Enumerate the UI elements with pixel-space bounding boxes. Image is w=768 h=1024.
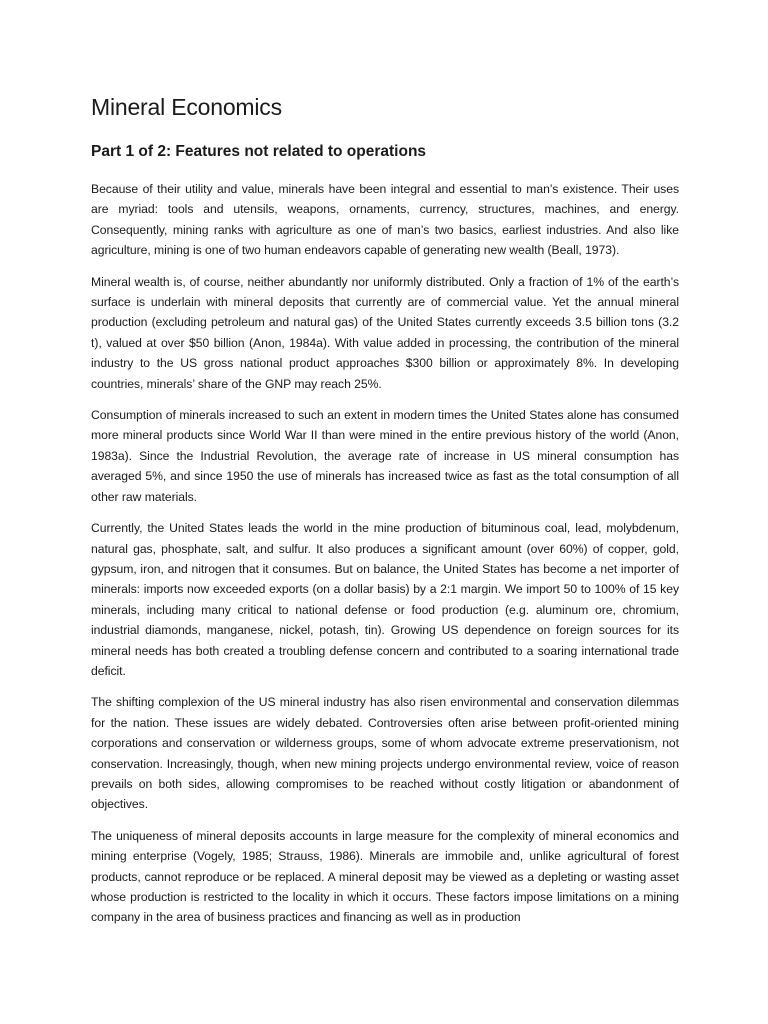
page-title: Mineral Economics — [91, 94, 282, 120]
paragraph-2: Mineral wealth is, of course, neither abundantly nor uniformly distributed. Only a fraction of 1% of the earth’s surface is underlain with mineral deposits that currently are of commercial value. Yet the annual mineral production (excluding petroleum and natural gas) of the United States currently exceeds 3.5 billion tons (3.2 t), valued at over $50 billion (Anon, 1984a). With value added in processing, the contribution of the mineral industry to the US gross national product approaches $300 billion or approximately 8%. In developing countries, minerals’ share of the GNP may reach 25%. — [91, 274, 679, 391]
section-subtitle: Part 1 of 2: Features not related to operations — [91, 143, 427, 160]
paragraph-1: Because of their utility and value, minerals have been integral and essential to man’s existence. Their uses are myriad: tools and utensils, weapons, ornaments, currency, structures, machines, and energy. Consequently, mining ranks with agriculture as one of man’s two basics, earliest industries. And also like agriculture, mining is one of two human endeavors capable of generating new wealth (Beall, 1973). — [91, 182, 679, 258]
paragraph-6: The uniqueness of mineral deposits accounts in large measure for the complexity of mineral economics and mining enterprise (Vogely, 1985; Strauss, 1986). Minerals are immobile and, unlike agricultural of forest products, cannot reproduce or be replaced. A mineral deposit may be viewed as a depleting or wasting asset whose production is restricted to the locality in which it occurs. These factors impose limitations on a mining company in the area of business practices and financing as well as in production — [91, 828, 679, 925]
paragraph-3: Consumption of minerals increased to such an extent in modern times the United States alone has consumed more mineral products since World War II than were mined in the entire previous history of the world (Anon, 1983a). Since the Industrial Revolution, the average rate of increase in US mineral consumption has averaged 5%, and since 1950 the use of minerals has increased twice as fast as the total consumption of all other raw materials. — [91, 408, 679, 504]
paragraph-5: The shifting complexion of the US mineral industry has also risen environmental and conservation dilemmas for the nation. These issues are widely debated. Controversies often arise between profit-oriented mining corporations and conservation or wilderness groups, some of whom advocate extreme preservationism, not conservation. Increasingly, though, when new mining projects undergo environmental review, voice of reason prevails on both sides, allowing compromises to be reached without costly litigation or abandonment of objectives. — [91, 695, 679, 812]
paragraph-4: Currently, the United States leads the world in the mine production of bituminous coal, lead, molybdenum, natural gas, phosphate, salt, and sulfur. It also produces a significant amount (over 60%) of copper, gold, gypsum, iron, and nitrogen that it consumes. But on balance, the United States has become a net importer of minerals: imports now exceeded exports (on a dollar basis) by a 2:1 margin. We import 50 to 100% of 15 key minerals, including many critical to national defense or food production (e.g. aluminum ore, chromium, industrial diamonds, manganese, nickel, potash, tin). Growing US dependence on foreign sources for its mineral needs has both created a troubling defense concern and contributed to a soaring international trade deficit. — [91, 521, 679, 678]
